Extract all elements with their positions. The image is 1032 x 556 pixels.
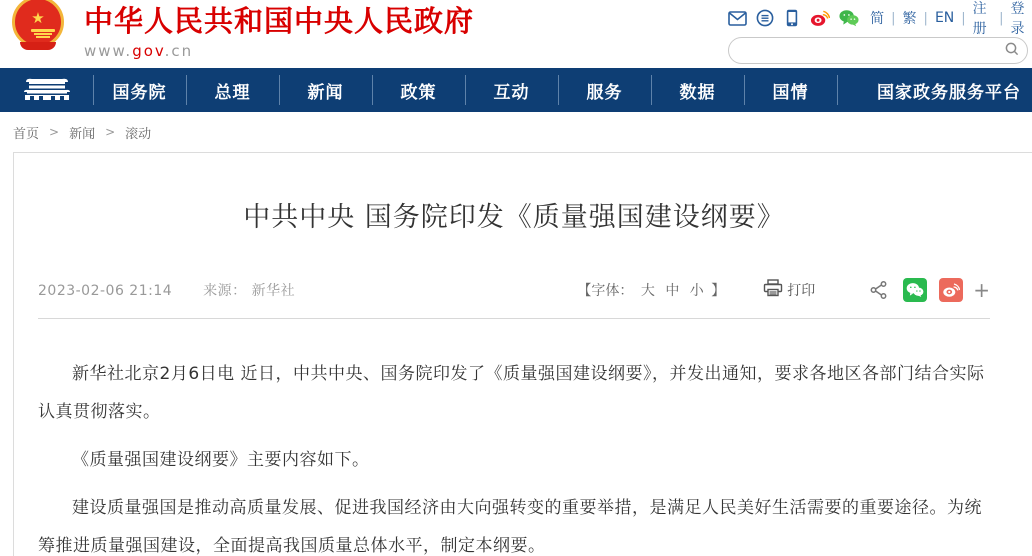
article-container [13, 152, 1032, 556]
header-utility-row [728, 1, 1030, 37]
print-label: 打印 [787, 283, 816, 299]
paragraph: 新华社北京2月6日电 近日，中共中央、国务院印发了《质量强国建设纲要》，并发出通知，要求各地区各部门结合实际认真贯彻落实。 [38, 364, 985, 422]
search-icon [1004, 41, 1020, 60]
share-more-button[interactable]: + [973, 278, 990, 302]
nav-item-interaction[interactable]: 互动 [465, 68, 558, 112]
wechat-icon[interactable] [839, 8, 859, 28]
share-group [855, 278, 990, 302]
nav-item-policies[interactable]: 政策 [372, 68, 465, 112]
share-nodes-icon[interactable] [867, 278, 891, 302]
share-wechat-icon[interactable] [903, 278, 927, 302]
source-name: 新华社 [251, 283, 296, 299]
nav-item-gov-service-platform[interactable]: 国家政务服务平台 [837, 68, 1032, 112]
breadcrumb-news[interactable]: 新闻 [69, 126, 96, 142]
mobile-icon[interactable] [783, 8, 801, 28]
nav-item-state-council[interactable]: 国务院 [93, 68, 186, 112]
paragraph: 建设质量强国是推动高质量发展、促进我国经济由大向强转变的重要举措，是满足人民美好生活需要的重要途径。为统筹推进质量强国建设，全面提高我国质量总体水平，制定本纲要。 [38, 498, 982, 556]
link-register[interactable]: 注册 [972, 1, 987, 37]
article-body [38, 355, 990, 556]
national-emblem-icon: ★ [10, 0, 72, 56]
link-traditional[interactable]: 繁 [902, 11, 917, 27]
weibo-icon[interactable] [810, 8, 830, 28]
tiananmen-icon [18, 75, 76, 106]
main-nav [0, 68, 1032, 112]
nav-home-button[interactable] [0, 68, 93, 112]
font-size-control: 【字体： 大 中 小 】 [577, 283, 726, 299]
comment-icon[interactable] [756, 8, 774, 28]
nav-item-data[interactable]: 数据 [651, 68, 744, 112]
font-size-small-button[interactable]: 小 [689, 283, 704, 299]
link-simplified[interactable]: 简 [870, 11, 885, 27]
language-account-links: 简 | 繁 | EN | 注册 | 登录 [870, 0, 1030, 38]
link-login[interactable]: 登录 [1010, 1, 1025, 37]
breadcrumb-home[interactable]: 首页 [13, 126, 40, 142]
breadcrumb-separator: > [105, 125, 116, 139]
link-english[interactable]: EN [934, 10, 955, 26]
nav-item-national-conditions[interactable]: 国情 [744, 68, 837, 112]
publish-date: 2023-02-06 21:14 [38, 283, 173, 299]
meta-divider [38, 318, 990, 319]
article-meta [38, 280, 295, 300]
font-size-large-button[interactable]: 大 [640, 283, 655, 299]
source-label: 来源： [203, 283, 247, 299]
site-url: www.gov.cn [84, 41, 194, 60]
nav-item-news[interactable]: 新闻 [279, 68, 372, 112]
breadcrumb-current: 滚动 [125, 126, 152, 142]
nav-item-services[interactable]: 服务 [558, 68, 651, 112]
breadcrumb-separator: > [49, 125, 60, 139]
paragraph: 《质量强国建设纲要》主要内容如下。 [72, 450, 370, 470]
search-button[interactable] [997, 38, 1027, 63]
mail-icon[interactable] [728, 8, 747, 28]
search-input[interactable] [729, 38, 997, 63]
share-weibo-icon[interactable] [939, 278, 963, 302]
printer-icon [763, 279, 783, 301]
font-size-medium-button[interactable]: 中 [665, 283, 680, 299]
print-button[interactable] [759, 279, 815, 301]
article-title: 中共中央 国务院印发《质量强国建设纲要》 [243, 202, 785, 233]
nav-item-premier[interactable]: 总理 [186, 68, 279, 112]
site-title: 中华人民共和国中央人民政府 [84, 4, 475, 38]
site-header [0, 0, 1032, 68]
breadcrumb [0, 112, 1032, 152]
search-box [728, 37, 1028, 64]
site-logo[interactable] [10, 0, 474, 60]
article-meta-row [38, 278, 990, 302]
